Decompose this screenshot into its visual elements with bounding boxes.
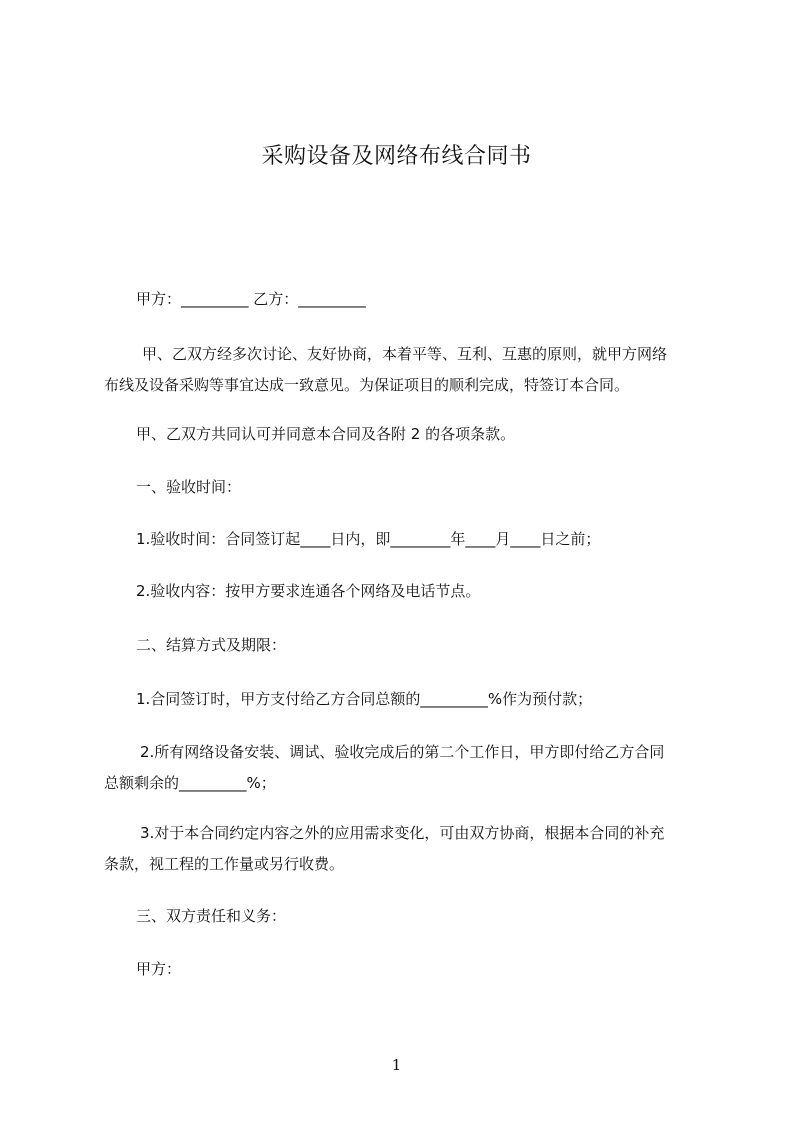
section-2-heading: 二、结算方式及期限： bbox=[136, 636, 287, 654]
section-1-heading: 一、验收时间： bbox=[136, 478, 242, 496]
section-2-item-3-line-2: 条款，视工程的工作量或另行收费。 bbox=[104, 855, 345, 873]
agreement-paragraph: 甲、乙双方共同认可并同意本合同及各附 2 的各项条款。 bbox=[136, 425, 516, 443]
section-2-item-2-line-1: 2.所有网络设备安装、调试、验收完成后的第二个工作日，甲方即付给乙方合同 bbox=[140, 743, 665, 761]
section-2-item-2-line-2: 总额剩余的_________%； bbox=[104, 774, 276, 792]
parties-line: 甲方：_________ 乙方：_________ bbox=[136, 290, 366, 308]
section-1-item-1: 1.验收时间：合同签订起____日内，即________年____月____日之前； bbox=[136, 530, 601, 548]
page-number: 1 bbox=[391, 1056, 402, 1074]
intro-paragraph-line-2: 布线及设备采购等事宜达成一致意见。为保证项目的顺利完成，特签订本合同。 bbox=[104, 376, 630, 394]
document-title: 采购设备及网络布线合同书 bbox=[261, 144, 532, 169]
party-a-label: 甲方： bbox=[136, 960, 182, 978]
section-3-heading: 三、双方责任和义务： bbox=[136, 907, 287, 925]
section-2-item-1: 1.合同签订时，甲方支付给乙方合同总额的_________%作为预付款； bbox=[136, 690, 593, 708]
intro-paragraph-line-1: 甲、乙双方经多次讨论、友好协商，本着平等、互利、互惠的原则，就甲方网络 bbox=[142, 345, 668, 363]
section-2-item-3-line-1: 3.对于本合同约定内容之外的应用需求变化，可由双方协商，根据本合同的补充 bbox=[140, 824, 665, 842]
section-1-item-2: 2.验收内容：按甲方要求连通各个网络及电话节点。 bbox=[136, 582, 481, 600]
